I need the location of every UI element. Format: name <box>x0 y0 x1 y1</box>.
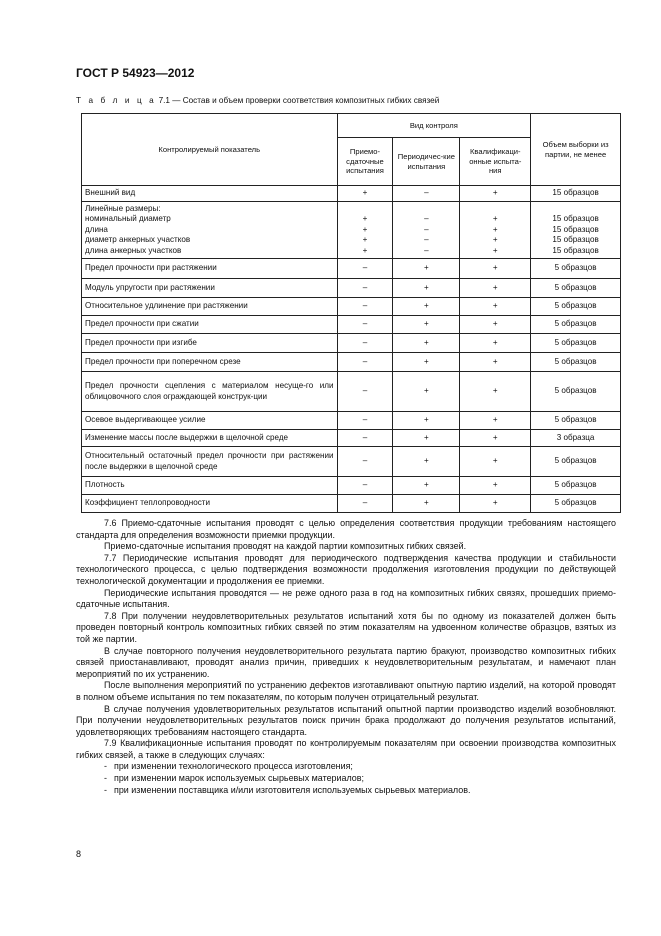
linear-periodic: – <box>424 214 429 224</box>
row-qualification: + <box>460 279 531 298</box>
header-periodic: Периодичес-кие испытания <box>393 138 460 186</box>
row-periodic: + <box>393 430 460 447</box>
row-sample: 5 образцов <box>531 279 621 298</box>
linear-sample: 15 образцов <box>552 214 599 224</box>
row-acceptance: – <box>337 447 393 477</box>
row-indicator: Относительный остаточный предел прочности при растяжении после выдержки в щелочной среде <box>82 447 338 477</box>
linear-sample-cell <box>531 201 621 259</box>
table-row <box>82 334 621 353</box>
paragraph: После выполнения мероприятий по устранению дефектов изготавливают опытную партию изделий, на которой проводят в полном объеме испытания по тем показателям, по которым получен отрицательный результат. <box>76 680 616 702</box>
row-qualification: + <box>460 430 531 447</box>
row-periodic: + <box>393 372 460 412</box>
linear-sample: 15 образцов <box>552 224 599 234</box>
row-sample: 5 образцов <box>531 447 621 477</box>
row-indicator: Относительное удлинение при растяжении <box>82 298 338 316</box>
linear-qualification: + <box>492 245 498 255</box>
paragraph-7-7: 7.7 Периодические испытания проводят для периодического подтверждения качества продукции и стабильности технологического процесса, с целью подтверждения возможности продолжения изготовления продукции по действующей технологической документации и продолжения ее приемки. <box>76 552 616 586</box>
row-periodic: + <box>393 316 460 334</box>
table-row <box>82 201 621 259</box>
paragraph: В случае повторного получения неудовлетворительного результата партию бракуют, производство композитных гибких связей приостанавливают, проводят анализ причин, приведших к неудовлетворительным результатам, и намечают план мероприятий по их устранению. <box>76 645 616 679</box>
linear-dimensions-title: Линейные размеры: <box>85 203 161 213</box>
row-acceptance: – <box>337 412 393 430</box>
list-item: - при изменении технологического процесса изготовления; <box>104 761 353 772</box>
linear-qualification-cell <box>460 201 531 259</box>
row-sample: 5 образцов <box>531 372 621 412</box>
row-sample: 5 образцов <box>531 334 621 353</box>
row-indicator: Предел прочности при растяжении <box>82 259 338 279</box>
row-acceptance: – <box>337 259 393 279</box>
caption-prefix: Т а б л и ц а <box>76 96 157 105</box>
page-number: 8 <box>76 849 82 859</box>
row-indicator: Модуль упругости при растяжении <box>82 279 338 298</box>
linear-item: длина анкерных участков <box>85 245 182 255</box>
row-sample: 3 образца <box>531 430 621 447</box>
paragraph-7-9: 7.9 Квалификационные испытания проводят по контролируемым показателям при освоении производства композитных гибких связей, а также в следующих случаях: <box>76 738 616 760</box>
row-acceptance: – <box>337 316 393 334</box>
linear-qualification: + <box>492 235 498 245</box>
row-sample: 5 образцов <box>531 477 621 495</box>
linear-periodic: – <box>424 235 429 245</box>
row-indicator: Осевое выдергивающее усилие <box>82 412 338 430</box>
row-acceptance: – <box>337 298 393 316</box>
conditions-list <box>76 761 616 796</box>
linear-item: диаметр анкерных участков <box>85 235 191 245</box>
row-periodic: + <box>393 259 460 279</box>
caption-text: 7.1 — Состав и объем проверки соответствия композитных гибких связей <box>156 96 440 105</box>
row-indicator: Внешний вид <box>82 186 338 202</box>
row-sample: 5 образцов <box>531 495 621 513</box>
table-row <box>82 298 621 316</box>
linear-item: длина <box>85 224 108 234</box>
paragraph-7-6: 7.6 Приемо-сдаточные испытания проводят с целью определения соответствия продукции требованиям настоящего стандарта для определения возможности приемки продукции. <box>76 518 616 540</box>
row-acceptance: – <box>337 495 393 513</box>
row-periodic: – <box>393 186 460 202</box>
row-periodic: + <box>393 334 460 353</box>
row-indicator: Предел прочности при сжатии <box>82 316 338 334</box>
linear-dimensions-cell <box>82 201 338 259</box>
row-acceptance: – <box>337 353 393 372</box>
table-row <box>82 316 621 334</box>
row-periodic: + <box>393 477 460 495</box>
table-row <box>82 353 621 372</box>
table-row <box>82 430 621 447</box>
row-qualification: + <box>460 477 531 495</box>
linear-periodic: – <box>424 245 429 255</box>
table-row <box>82 186 621 202</box>
table-row <box>82 495 621 513</box>
table-row <box>82 259 621 279</box>
row-indicator: Предел прочности при изгибе <box>82 334 338 353</box>
linear-acceptance: + <box>362 214 368 224</box>
linear-sample: 15 образцов <box>552 245 599 255</box>
linear-periodic-cell <box>393 201 460 259</box>
linear-acceptance: + <box>362 245 368 255</box>
linear-acceptance: + <box>362 235 368 245</box>
row-periodic: + <box>393 298 460 316</box>
row-qualification: + <box>460 412 531 430</box>
paragraph: Периодические испытания проводятся — не реже одного раза в год на композитных гибких связях, прошедших приемо-сдаточные испытания. <box>76 587 616 610</box>
table-row <box>82 372 621 412</box>
header-control-type: Вид контроля <box>337 114 531 138</box>
row-qualification: + <box>460 259 531 279</box>
row-sample: 5 образцов <box>531 353 621 372</box>
row-acceptance: + <box>337 186 393 202</box>
row-sample: 5 образцов <box>531 259 621 279</box>
row-periodic: + <box>393 412 460 430</box>
row-qualification: + <box>460 334 531 353</box>
list-item-text: при изменении марок используемых сырьевых материалов; <box>114 773 365 784</box>
list-item-text: при изменении технологического процесса изготовления; <box>114 761 353 772</box>
row-indicator: Плотность <box>82 477 338 495</box>
row-indicator: Коэффициент теплопроводности <box>82 495 338 513</box>
row-qualification: + <box>460 372 531 412</box>
paragraph-7-8: 7.8 При получении неудовлетворительных результатов испытаний хотя бы по одному из показателей должен быть проведен повторный контроль композитных гибких связей по этим показателям на удвоенном количестве образцов, взятых из той же партии. <box>76 610 616 644</box>
row-indicator: Предел прочности при поперечном срезе <box>82 353 338 372</box>
row-acceptance: – <box>337 430 393 447</box>
list-item: - при изменении марок используемых сырьевых материалов; <box>104 773 365 784</box>
row-periodic: + <box>393 353 460 372</box>
linear-acceptance: + <box>362 224 368 234</box>
row-periodic: + <box>393 495 460 513</box>
row-indicator: Изменение массы после выдержки в щелочной среде <box>82 430 338 447</box>
row-periodic: + <box>393 279 460 298</box>
inspection-table <box>81 113 621 513</box>
row-periodic: + <box>393 447 460 477</box>
row-acceptance: – <box>337 334 393 353</box>
row-acceptance: – <box>337 477 393 495</box>
table-caption <box>76 96 439 105</box>
row-qualification: + <box>460 316 531 334</box>
row-sample: 5 образцов <box>531 412 621 430</box>
header-acceptance: Приемо-сдаточные испытания <box>337 138 393 186</box>
linear-item: номинальный диаметр <box>85 214 171 224</box>
row-acceptance: – <box>337 372 393 412</box>
linear-qualification: + <box>492 224 498 234</box>
row-qualification: + <box>460 353 531 372</box>
linear-sample: 15 образцов <box>552 235 599 245</box>
linear-periodic: – <box>424 224 429 234</box>
header-indicator: Контролируемый показатель <box>82 114 338 186</box>
row-qualification: + <box>460 186 531 202</box>
row-qualification: + <box>460 447 531 477</box>
body-text <box>76 518 616 796</box>
table-row <box>82 412 621 430</box>
paragraph: В случае получения удовлетворительных результатов испытаний опытной партии производство изделий возобновляют. При получении неудовлетворительных результатов поиск причин брака продолжают до получения результатов испытаний, удовлетворяющих требованиям настоящего стандарта. <box>76 703 616 737</box>
list-item-text: при изменении поставщика и/или изготовителя используемых сырьевых материалов. <box>114 784 471 795</box>
list-item: - при изменении поставщика и/или изготовителя используемых сырьевых материалов. <box>104 784 471 795</box>
row-qualification: + <box>460 298 531 316</box>
row-indicator: Предел прочности сцепления с материалом несуще-го или облицовочного слоя ограждающей конструк-ции <box>82 372 338 412</box>
row-acceptance: – <box>337 279 393 298</box>
row-qualification: + <box>460 495 531 513</box>
table-row <box>82 279 621 298</box>
linear-qualification: + <box>492 214 498 224</box>
header-qualification: Квалификаци-онные испыта-ния <box>460 138 531 186</box>
table-row <box>82 447 621 477</box>
table-row <box>82 477 621 495</box>
row-sample: 5 образцов <box>531 316 621 334</box>
linear-acceptance-cell <box>337 201 393 259</box>
row-sample: 5 образцов <box>531 298 621 316</box>
paragraph: Приемо-сдаточные испытания проводят на каждой партии композитных гибких связей. <box>104 541 467 552</box>
header-sample-size: Объем выборки из партии, не менее <box>531 114 621 186</box>
document-header: ГОСТ Р 54923—2012 <box>76 66 195 80</box>
row-sample: 15 образцов <box>531 186 621 202</box>
